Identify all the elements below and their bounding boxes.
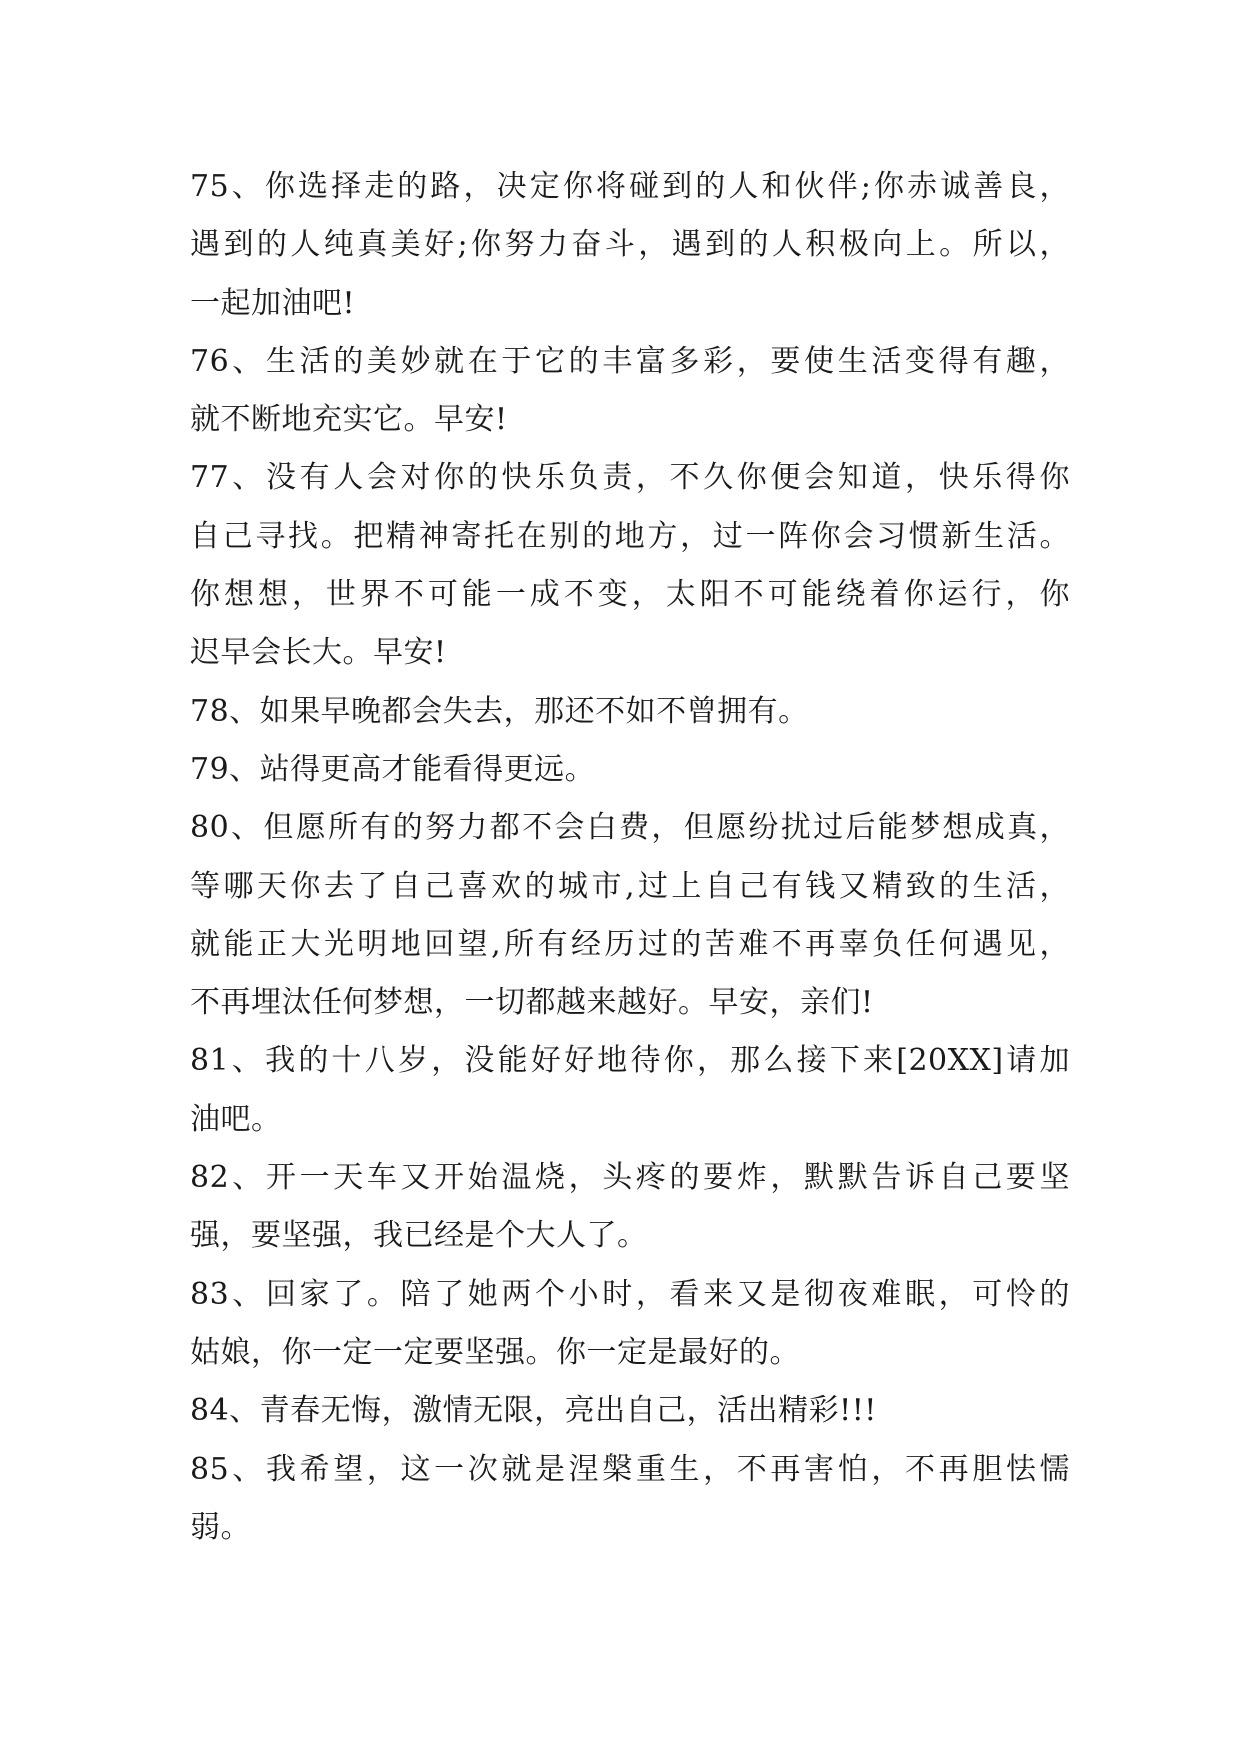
text-line: 遇到的人纯真美好;你努力奋斗，遇到的人积极向上。所以， bbox=[190, 227, 1070, 263]
text-line: 76、生活的美妙就在于它的丰富多彩，要使生活变得有趣， bbox=[190, 343, 1070, 379]
text-line: 81、我的十八岁，没能好好地待你，那么接下来[20XX]请加 bbox=[190, 1043, 1070, 1079]
text-line: 就不断地充实它。早安! bbox=[190, 402, 508, 438]
text-line: 82、开一天车又开始温烧，头疼的要炸，默默告诉自己要坚 bbox=[190, 1160, 1070, 1196]
text-line: 78、如果早晚都会失去，那还不如不曾拥有。 bbox=[190, 693, 809, 729]
text-line: 自己寻找。把精神寄托在别的地方，过一阵你会习惯新生活。 bbox=[190, 518, 1070, 554]
text-line: 84、青春无悔，激情无限，亮出自己，活出精彩!!! bbox=[190, 1393, 877, 1429]
text-line: 油吧。 bbox=[190, 1101, 282, 1137]
text-line: 83、回家了。陪了她两个小时，看来又是彻夜难眠，可怜的 bbox=[190, 1276, 1070, 1312]
text-line: 75、你选择走的路，决定你将碰到的人和伙伴;你赤诚善良， bbox=[190, 169, 1070, 204]
text-line: 85、我希望，这一次就是涅槃重生，不再害怕，不再胆怯懦 bbox=[190, 1451, 1070, 1487]
text-line: 就能正大光明地回望,所有经历过的苦难不再辜负任何遇见， bbox=[190, 926, 1070, 962]
text-line: 77、没有人会对你的快乐负责，不久你便会知道，快乐得你 bbox=[190, 460, 1070, 496]
document-body bbox=[190, 158, 1070, 1557]
text-line: 等哪天你去了自己喜欢的城市,过上自己有钱又精致的生活， bbox=[190, 868, 1070, 904]
text-line: 一起加油吧! bbox=[190, 285, 356, 321]
text-line: 79、站得更高才能看得更远。 bbox=[190, 751, 596, 787]
text-line: 不再埋汰任何梦想，一切都越来越好。早安，亲们! bbox=[190, 985, 874, 1021]
text-line: 80、但愿所有的努力都不会白费，但愿纷扰过后能梦想成真， bbox=[190, 810, 1070, 846]
text-line: 你想想，世界不可能一成不变，太阳不可能绕着你运行，你 bbox=[190, 577, 1070, 613]
text-line: 姑娘，你一定一定要坚强。你一定是最好的。 bbox=[190, 1334, 800, 1370]
text-line: 强，要坚强，我已经是个大人了。 bbox=[190, 1218, 648, 1254]
text-line: 迟早会长大。早安! bbox=[190, 635, 447, 671]
text-line: 弱。 bbox=[190, 1509, 251, 1545]
